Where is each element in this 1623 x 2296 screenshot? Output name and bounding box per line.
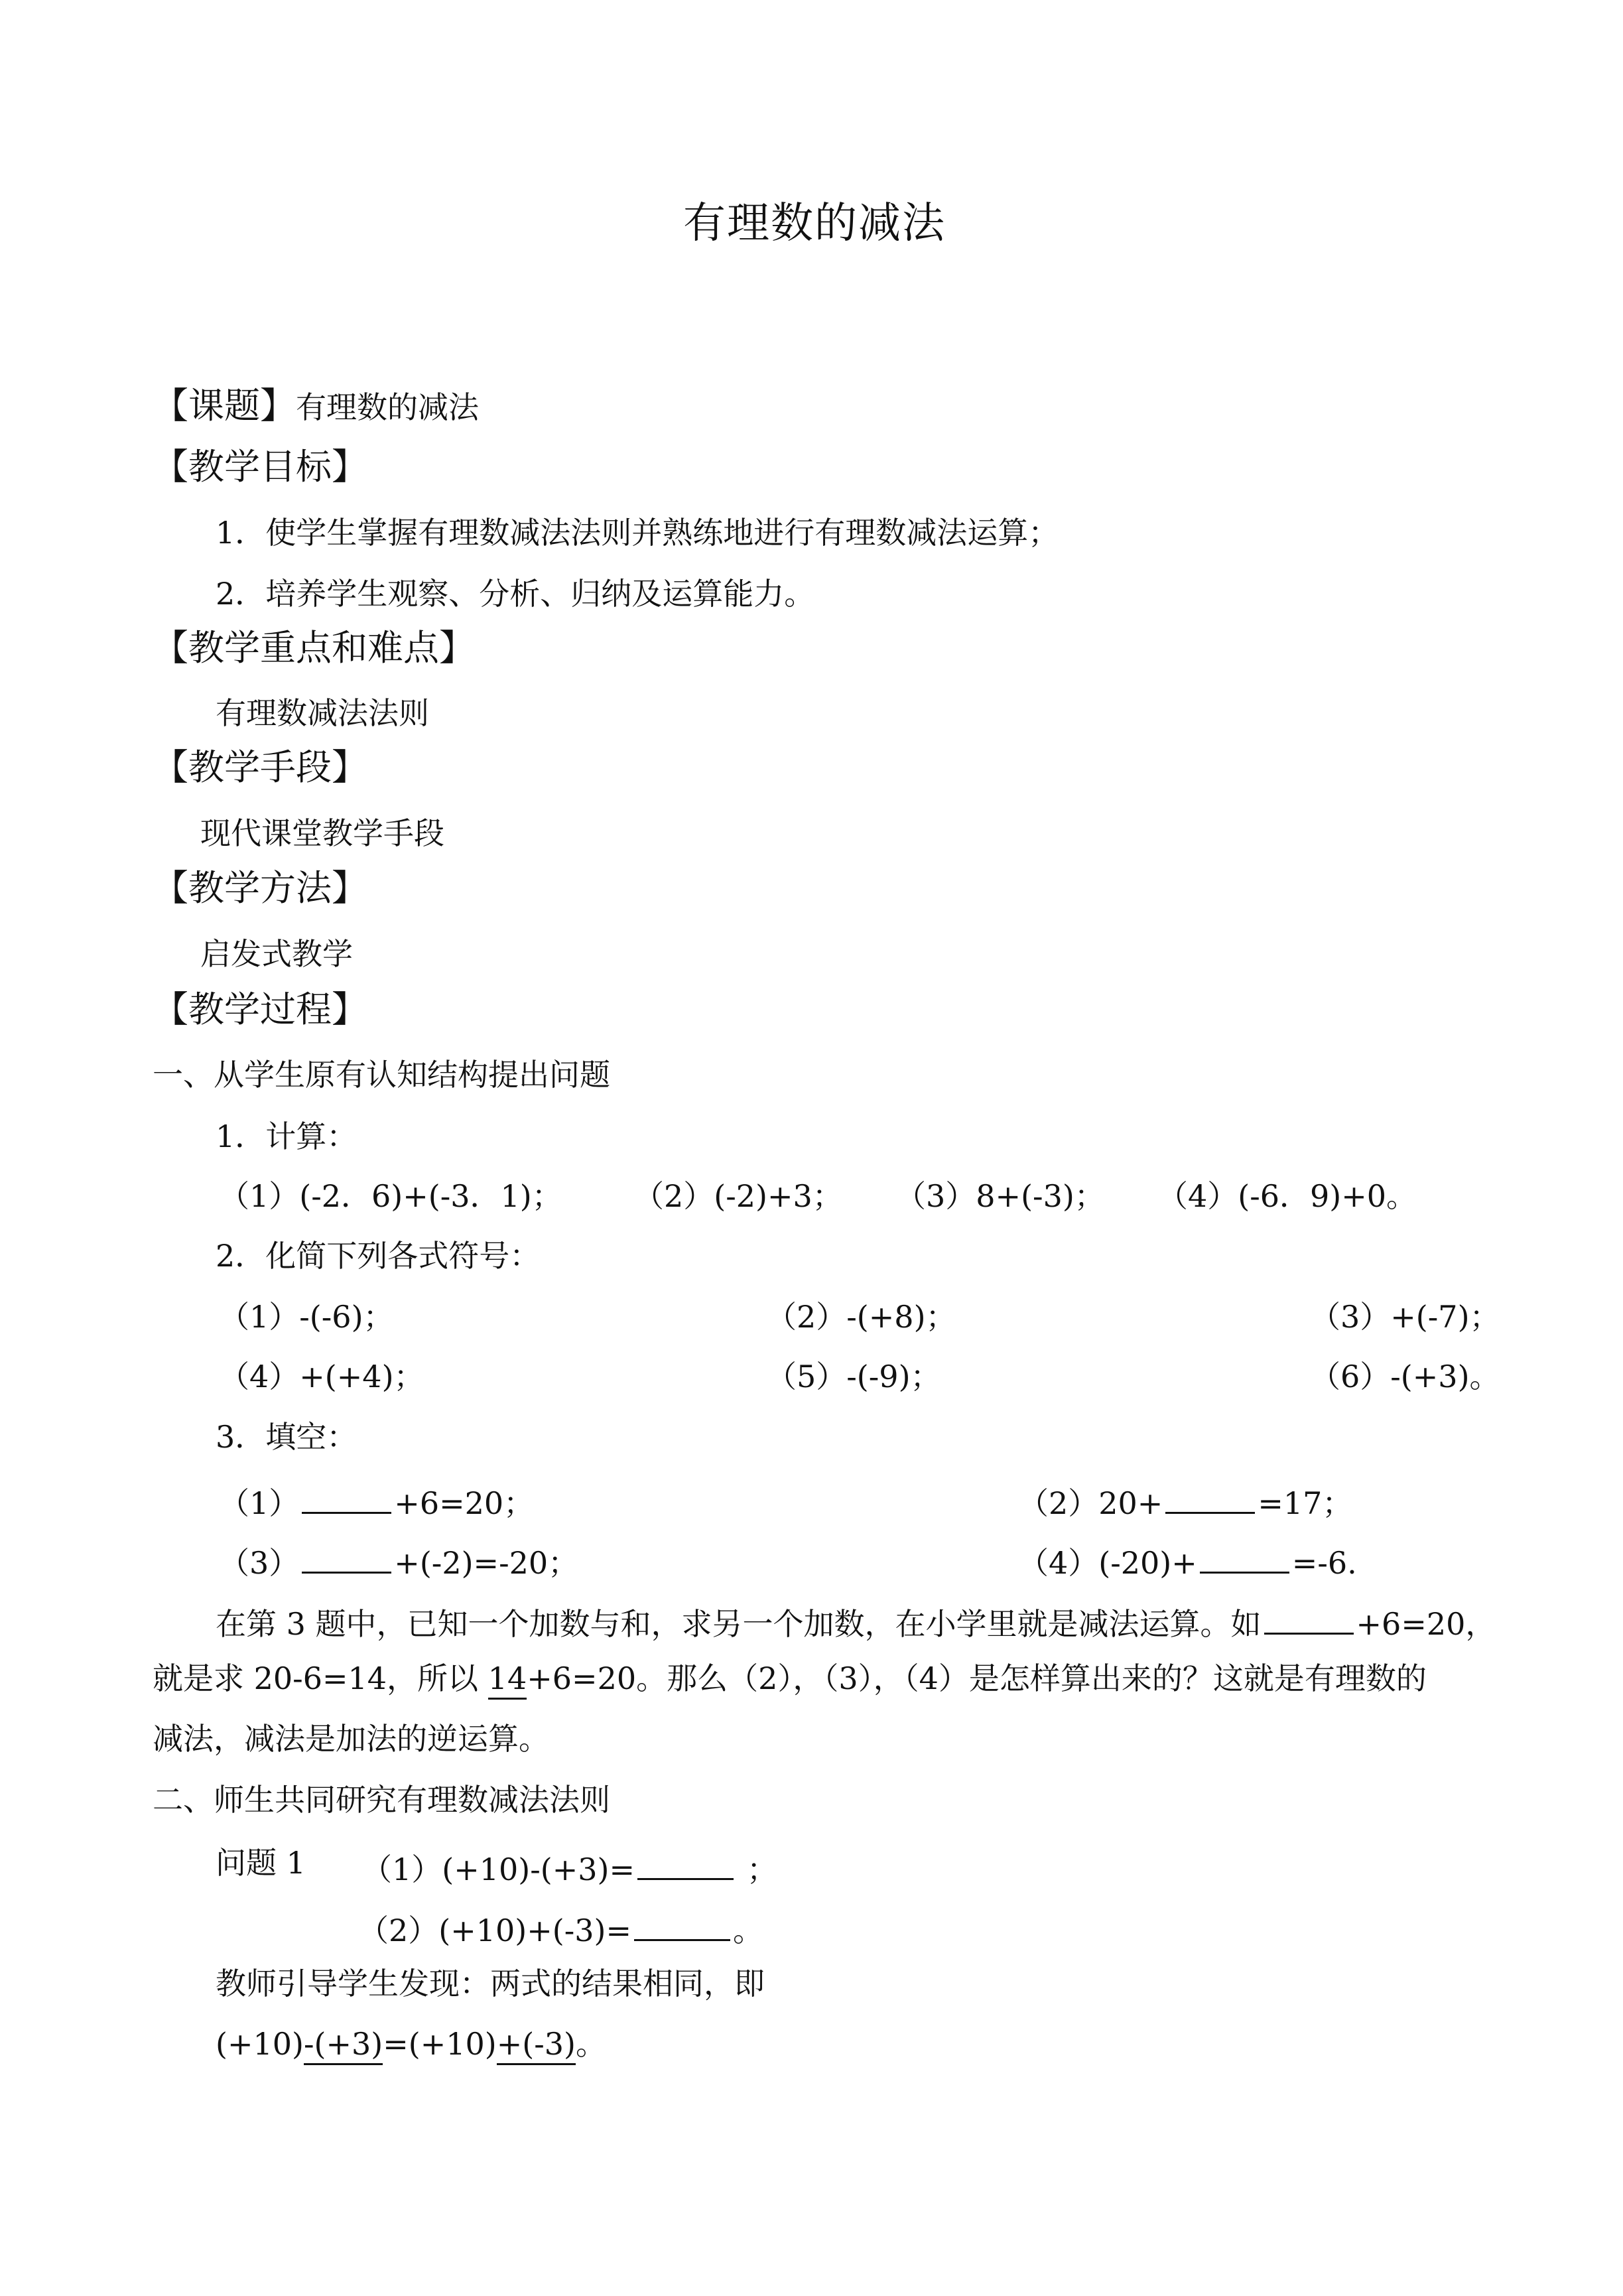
q3-item-3-prefix: （3）	[219, 1545, 300, 1581]
equation-part-b: =(+10)	[383, 2026, 497, 2062]
process-label: 【教学过程】	[153, 988, 367, 1030]
para-line-2-text: 就是求 20-6=14，所以	[153, 1660, 488, 1696]
problem-item-1	[361, 1848, 777, 1885]
objectives-label: 【教学目标】	[153, 446, 367, 488]
para-line-2-tail: +6=20。那么（2），（3），（4）是怎样算出来的？这就是有理数的	[527, 1660, 1427, 1696]
para-line-1-text: 在第 3 题中，已知一个加数与和，求另一个加数，在小学里就是减法运算。如	[216, 1606, 1262, 1642]
para-line-2-underlined: 14	[488, 1660, 527, 1700]
q3-item-2	[1018, 1481, 1352, 1519]
q1-item-4: （4）(-6．9)+0。	[1157, 1178, 1417, 1214]
method-label: 【教学方法】	[153, 867, 367, 909]
key-points-text: 有理数减法法则	[216, 695, 429, 731]
problem-item-1-blank	[637, 1848, 734, 1880]
q1-item-1: （1）(-2．6)+(-3．1)；	[219, 1178, 562, 1214]
para-line-1-tail: +6=20，	[1356, 1606, 1496, 1642]
objective-item-2: 2．培养学生观察、分析、归纳及运算能力。	[216, 576, 815, 612]
q1-item-3: （3）8+(-3)；	[895, 1178, 1105, 1214]
para-line-1	[216, 1602, 1496, 1642]
problem-item-2-expr: （2）(+10)+(-3)=	[358, 1913, 632, 1948]
guide-text: 教师引导学生发现：两式的结果相同，即	[216, 1966, 765, 2001]
problem-item-2-tail: 。	[733, 1913, 764, 1948]
part1-heading: 一、从学生原有认知结构提出问题	[153, 1057, 610, 1093]
q3-item-1	[219, 1481, 534, 1519]
problem-item-2	[358, 1909, 763, 1946]
q2-item-3: （3）+(-7)；	[1310, 1299, 1500, 1335]
topic-label: 【课题】	[153, 385, 296, 427]
q3-item-1-blank	[302, 1481, 391, 1514]
q1-item-2: （2）(-2)+3；	[633, 1178, 843, 1214]
equation-underlined-2: +(-3)	[497, 2026, 576, 2065]
q3-item-4-suffix: =-6.	[1291, 1545, 1357, 1581]
q3-item-4	[1018, 1541, 1357, 1581]
para-line-3: 减法，减法是加法的逆运算。	[153, 1721, 549, 1757]
q3-item-1-prefix: （1）	[219, 1485, 300, 1521]
q3-item-3-suffix: +(-2)=-20；	[394, 1545, 579, 1581]
q3-item-2-suffix: =17；	[1258, 1485, 1353, 1521]
para-line-1-blank	[1264, 1602, 1354, 1635]
q2-label: 2．化简下列各式符号：	[216, 1238, 541, 1274]
q2-item-5: （5）-(-9)；	[766, 1359, 941, 1394]
q3-item-3-blank	[302, 1541, 391, 1574]
objective-item-1: 1．使学生掌握有理数减法法则并熟练地进行有理数减法运算；	[216, 515, 1059, 551]
q3-item-4-prefix: （4）(-20)+	[1018, 1545, 1197, 1581]
q2-item-2: （2）-(+8)；	[766, 1299, 956, 1335]
problem-label: 问题 1	[216, 1845, 306, 1881]
q3-item-2-prefix: （2）20+	[1018, 1485, 1163, 1521]
equation-part-c: 。	[575, 2026, 606, 2062]
method-text: 启发式教学	[200, 936, 353, 972]
means-text: 现代课堂教学手段	[200, 815, 444, 851]
problem-item-1-tail: ；	[747, 1852, 778, 1887]
means-label: 【教学手段】	[153, 746, 367, 788]
page-title: 有理数的减法	[683, 199, 946, 248]
q3-item-2-blank	[1165, 1481, 1255, 1514]
topic-row	[153, 385, 479, 427]
q3-item-3	[219, 1541, 579, 1581]
q3-item-1-suffix: +6=20；	[394, 1485, 535, 1521]
problem-item-2-blank	[634, 1909, 730, 1941]
equation-part-a: (+10)	[216, 2026, 304, 2062]
q2-item-4: （4）+(+4)；	[219, 1359, 424, 1394]
topic-value: 有理数的减法	[296, 389, 479, 425]
key-points-label: 【教学重点和难点】	[153, 627, 475, 669]
q2-item-1: （1）-(-6)；	[219, 1299, 394, 1335]
q2-item-6: （6）-(+3)。	[1310, 1359, 1500, 1394]
q3-label: 3．填空：	[216, 1419, 357, 1455]
q1-label: 1．计算：	[216, 1118, 357, 1154]
problem-item-1-expr: （1）(+10)-(+3)=	[361, 1852, 635, 1887]
equation	[216, 2026, 606, 2062]
part2-heading: 二、师生共同研究有理数减法法则	[153, 1782, 610, 1818]
para-line-2	[153, 1660, 1427, 1696]
q3-item-4-blank	[1200, 1541, 1289, 1574]
equation-underlined-1: -(+3)	[304, 2026, 383, 2065]
